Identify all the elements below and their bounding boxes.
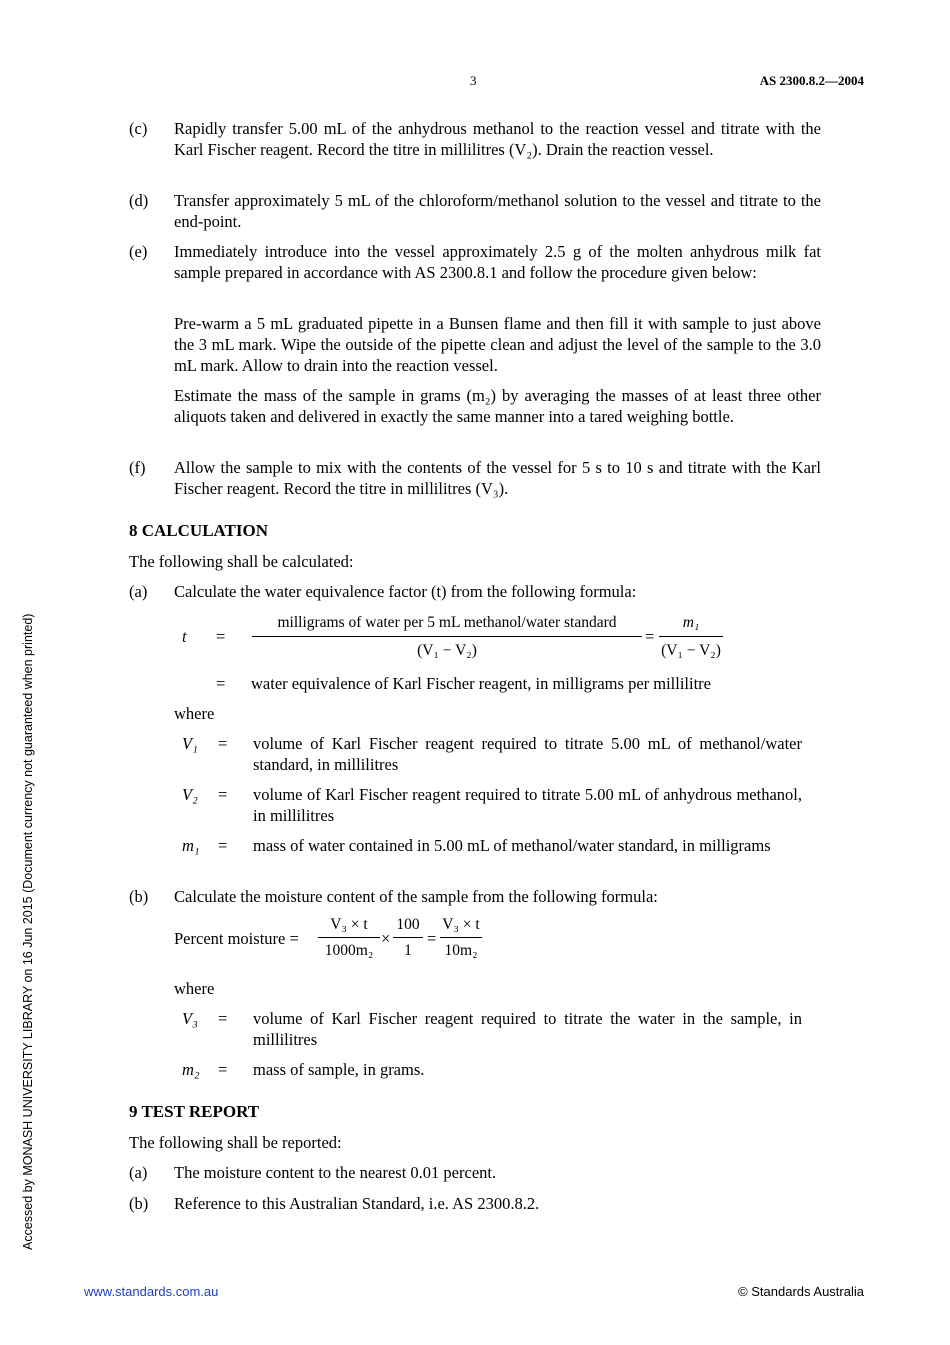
formula-equals: = xyxy=(427,929,437,948)
item-label: (b) xyxy=(129,887,149,906)
fraction-numerator: V₃ × t xyxy=(318,914,380,938)
definition-equals: = xyxy=(218,836,228,855)
fraction-denominator: (V₁ − V₂) xyxy=(417,642,477,659)
standard-reference: AS 2300.8.2—2004 xyxy=(759,73,864,88)
section-intro: The following shall be calculated: xyxy=(129,552,354,571)
access-notice: Accessed by MONASH UNIVERSITY LIBRARY on 16 Jun 2015 (Document currency not guaranteed when printed) xyxy=(21,613,35,1250)
section-intro: The following shall be reported: xyxy=(129,1133,342,1152)
definition-text: volume of Karl Fischer reagent required to titrate the water in the sample, in millilitres xyxy=(253,1009,802,1049)
where-label: where xyxy=(174,979,215,998)
definition-text: mass of water contained in 5.00 mL of methanol/water standard, in milligrams xyxy=(253,836,771,855)
item-label: (a) xyxy=(129,582,148,601)
fraction-denominator: 1 xyxy=(404,942,412,959)
step-text: Rapidly transfer 5.00 mL of the anhydrous methanol to the reaction vessel and titrate with the Karl Fischer reagent. Record the titre in millilitres (V₂). Drain the reaction vessel. xyxy=(174,119,821,159)
formula-lhs: t xyxy=(182,627,187,646)
definition-text: volume of Karl Fischer reagent required to titrate 5.00 mL of methanol/water standard, in millilitres xyxy=(253,734,802,774)
fraction-numerator: 100 xyxy=(393,914,423,938)
definition-equals: = xyxy=(218,1060,228,1079)
where-label: where xyxy=(174,704,215,723)
section-heading: 8 CALCULATION xyxy=(129,521,269,540)
step-e-paragraph: Pre-warm a 5 mL graduated pipette in a Bunsen flame and then fill it with sample to just above the 3 mL mark. Wipe the outside of the pipette clean and adjust the level of the sample to the 3.0 mL mark. Allow to drain into the reaction vessel. xyxy=(174,314,821,375)
fraction-numerator: m₁ xyxy=(659,612,723,637)
step-text: Transfer approximately 5 mL of the chloroform/methanol solution to the vessel and titrate to the end-point. xyxy=(174,191,821,231)
formula-fraction xyxy=(393,914,423,961)
fraction-numerator: milligrams of water per 5 mL methanol/water standard xyxy=(252,612,642,637)
step-text: Immediately introduce into the vessel approximately 2.5 g of the molten anhydrous milk fat sample prepared in accordance with AS 2300.8.1 and follow the procedure given below: xyxy=(174,242,821,282)
step-label: (c) xyxy=(129,119,148,138)
definition-symbol: V₁ xyxy=(182,734,198,753)
item-text: Calculate the water equivalence factor (t) from the following formula: xyxy=(174,582,637,601)
definition-symbol: m₁ xyxy=(182,836,200,855)
definition-text: volume of Karl Fischer reagent required to titrate 5.00 mL of anhydrous methanol, in millilitres xyxy=(253,785,802,825)
definition-text: mass of sample, in grams. xyxy=(253,1060,425,1079)
definition-symbol: V₃ xyxy=(182,1009,198,1028)
formula-fraction xyxy=(440,914,482,961)
item-text: Reference to this Australian Standard, i.e. AS 2300.8.2. xyxy=(174,1194,540,1213)
step-label: (e) xyxy=(129,242,148,261)
formula-fraction xyxy=(318,914,380,961)
page-number: 3 xyxy=(470,73,477,88)
section-heading: 9 TEST REPORT xyxy=(129,1102,260,1121)
formula-equals: = xyxy=(645,627,655,646)
formula-fraction xyxy=(252,612,642,661)
formula-lhs: Percent moisture = xyxy=(174,929,299,948)
item-label: (a) xyxy=(129,1163,148,1182)
step-label: (d) xyxy=(129,191,149,210)
definition-equals: = xyxy=(218,785,228,804)
fraction-denominator: 1000m₂ xyxy=(324,942,374,959)
formula-fraction xyxy=(659,612,723,661)
definition-equals: = xyxy=(218,734,228,753)
definition-equals: = xyxy=(218,1009,228,1028)
standards-website-link[interactable]: www.standards.com.au xyxy=(84,1284,219,1299)
definition-text: water equivalence of Karl Fischer reagent, in milligrams per millilitre xyxy=(251,674,712,693)
step-text: Allow the sample to mix with the contents of the vessel for 5 s to 10 s and titrate with the Karl Fischer reagent. Record the titre in millilitres (V₃). xyxy=(174,458,821,498)
formula-times: × xyxy=(381,929,391,948)
copyright-notice: © Standards Australia xyxy=(738,1284,864,1299)
step-e-paragraph: Estimate the mass of the sample in grams (m₂) by averaging the masses of at least three other aliquots taken and delivered in exactly the same manner into a tared weighing bottle. xyxy=(174,386,821,426)
fraction-numerator: V₃ × t xyxy=(440,914,482,938)
fraction-denominator: 10m₂ xyxy=(444,942,478,959)
item-text: The moisture content to the nearest 0.01 percent. xyxy=(174,1163,497,1182)
definition-symbol: m₂ xyxy=(182,1060,200,1079)
step-label: (f) xyxy=(129,458,146,477)
definition-symbol: V₂ xyxy=(182,785,198,804)
formula-equals: = xyxy=(216,627,226,646)
item-label: (b) xyxy=(129,1194,149,1213)
fraction-denominator: (V₁ − V₂) xyxy=(661,642,721,659)
item-text: Calculate the moisture content of the sample from the following formula: xyxy=(174,887,658,906)
definition-equals: = xyxy=(216,674,226,693)
